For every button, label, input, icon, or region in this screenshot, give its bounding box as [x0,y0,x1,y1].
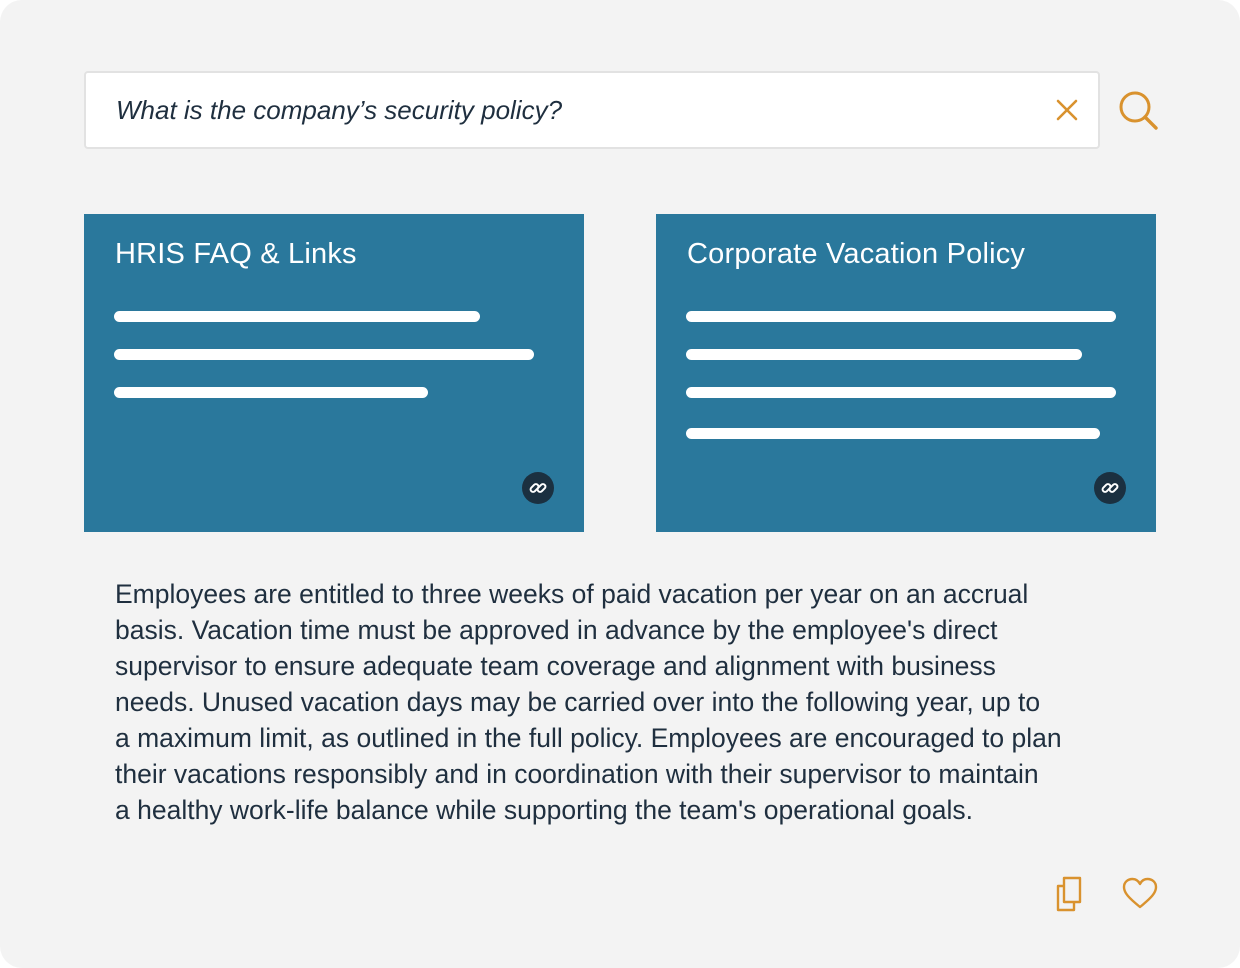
text-placeholder-line [114,349,534,360]
text-placeholder-line [114,311,480,322]
link-icon [528,478,548,498]
search-button[interactable] [1116,88,1162,134]
copy-button[interactable] [1052,874,1086,914]
clear-search-button[interactable] [1052,95,1082,125]
text-placeholder-line [686,311,1116,322]
copy-icon [1052,874,1086,914]
card-title: Corporate Vacation Policy [687,238,1026,270]
close-icon [1052,95,1082,125]
card-link-button[interactable] [1094,472,1126,504]
text-placeholder-line [686,428,1100,439]
text-placeholder-line [686,349,1082,360]
link-icon [1100,478,1120,498]
search-icon [1116,88,1162,134]
answer-text: Employees are entitled to three weeks of paid vacation per year on an accrual basis. Vacation time must be approved in advance by the employee's direct supervisor to ensure adequate team coverage and alignment with business needs. Unused vacation days may be carried over into the following year, up to a maximum limit, as outlined in the full policy. Employees are encouraged to plan their vacations responsibly and in coordination with their supervisor to maintain a healthy work-life balance while supporting the team's operational goals. [115,579,1062,825]
text-placeholder-line [114,387,428,398]
favorite-button[interactable] [1120,876,1160,912]
search-input[interactable] [116,73,1016,147]
heart-icon [1120,876,1160,912]
search-box [84,71,1100,149]
text-placeholder-line [686,387,1116,398]
card-title: HRIS FAQ & Links [115,238,357,270]
result-card-vacation-policy[interactable] [656,214,1156,532]
card-link-button[interactable] [522,472,554,504]
result-card-hris[interactable] [84,214,584,532]
